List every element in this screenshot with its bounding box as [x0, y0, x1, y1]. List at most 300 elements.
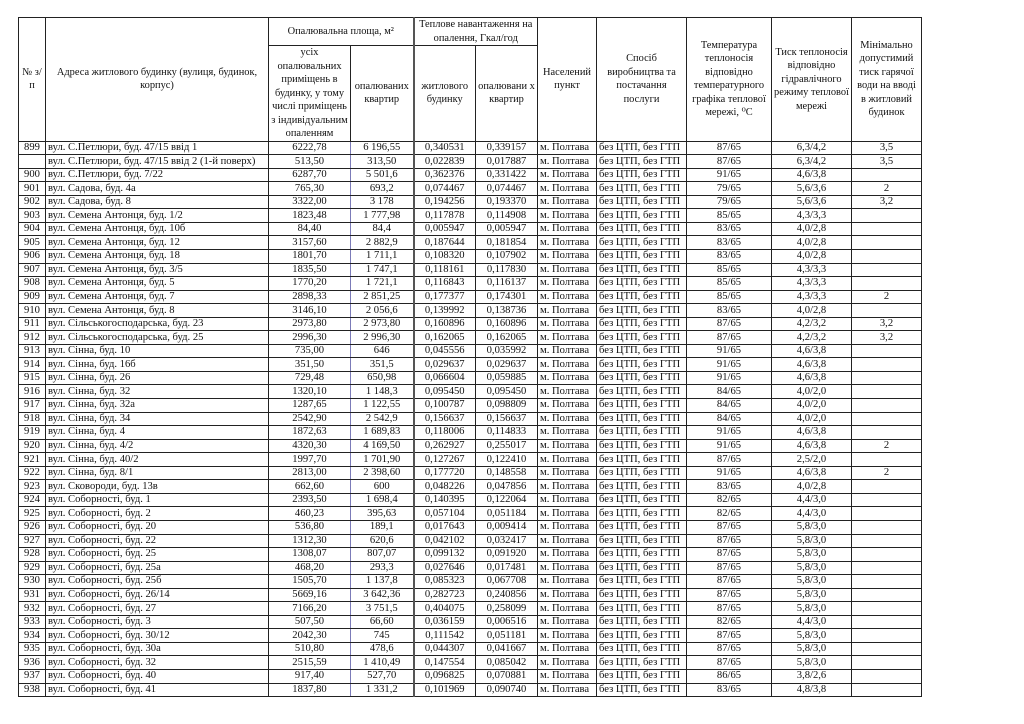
header-temperature: Температура теплоносія відповідно температурного графіка теплової мережі, ⁰С [687, 18, 772, 142]
table-row [19, 534, 922, 548]
header-heated-area-group: Опалювальна площа, м² [269, 18, 414, 46]
table-row [19, 399, 922, 413]
table-row [19, 426, 922, 440]
cell-supply-method: без ЦТП, без ГТП [597, 358, 687, 372]
cell-number: 920 [19, 439, 46, 453]
table-row [19, 520, 922, 534]
cell-number: 925 [19, 507, 46, 521]
cell-area-all: 917,40 [269, 669, 351, 683]
cell-pressure: 5,8/3,0 [772, 548, 852, 562]
cell-supply-method: без ЦТП, без ГТП [597, 250, 687, 264]
cell-pressure: 4,0/2,0 [772, 399, 852, 413]
cell-supply-method: без ЦТП, без ГТП [597, 371, 687, 385]
cell-area-apartments: 2 973,80 [351, 317, 414, 331]
cell-load-apartments: 0,017481 [476, 561, 538, 575]
cell-load-building: 0,140395 [414, 493, 476, 507]
table-row [19, 453, 922, 467]
table-row [19, 155, 922, 169]
cell-min-pressure: 3,2 [852, 195, 922, 209]
cell-area-apartments: 2 056,6 [351, 304, 414, 318]
cell-pressure: 5,6/3,6 [772, 195, 852, 209]
cell-temperature: 87/65 [687, 155, 772, 169]
table-row [19, 588, 922, 602]
cell-city: м. Полтава [538, 493, 597, 507]
cell-supply-method: без ЦТП, без ГТП [597, 656, 687, 670]
cell-min-pressure: 2 [852, 466, 922, 480]
cell-supply-method: без ЦТП, без ГТП [597, 602, 687, 616]
cell-load-building: 0,017643 [414, 520, 476, 534]
cell-number: 928 [19, 548, 46, 562]
cell-load-building: 0,042102 [414, 534, 476, 548]
cell-min-pressure [852, 453, 922, 467]
cell-supply-method: без ЦТП, без ГТП [597, 209, 687, 223]
cell-city: м. Полтава [538, 195, 597, 209]
cell-temperature: 87/65 [687, 141, 772, 155]
cell-address: вул. Соборності, буд. 25б [46, 575, 269, 589]
cell-area-all: 1997,70 [269, 453, 351, 467]
cell-city: м. Полтава [538, 575, 597, 589]
cell-area-apartments: 1 331,2 [351, 683, 414, 697]
cell-supply-method: без ЦТП, без ГТП [597, 534, 687, 548]
cell-city: м. Полтава [538, 344, 597, 358]
cell-load-apartments: 0,193370 [476, 195, 538, 209]
cell-temperature: 84/65 [687, 399, 772, 413]
cell-pressure: 4,6/3,8 [772, 358, 852, 372]
cell-number: 930 [19, 575, 46, 589]
cell-city: м. Полтава [538, 453, 597, 467]
cell-city: м. Полтава [538, 561, 597, 575]
cell-area-apartments: 3 642,36 [351, 588, 414, 602]
cell-number: 923 [19, 480, 46, 494]
table-row [19, 141, 922, 155]
cell-number: 909 [19, 290, 46, 304]
cell-area-all: 6287,70 [269, 168, 351, 182]
cell-load-apartments: 0,009414 [476, 520, 538, 534]
cell-supply-method: без ЦТП, без ГТП [597, 168, 687, 182]
cell-min-pressure [852, 669, 922, 683]
cell-area-all: 3146,10 [269, 304, 351, 318]
cell-load-apartments: 0,114833 [476, 426, 538, 440]
cell-temperature: 86/65 [687, 669, 772, 683]
cell-number: 922 [19, 466, 46, 480]
cell-area-apartments: 2 542,9 [351, 412, 414, 426]
cell-load-building: 0,282723 [414, 588, 476, 602]
cell-load-apartments: 0,032417 [476, 534, 538, 548]
cell-supply-method: без ЦТП, без ГТП [597, 290, 687, 304]
cell-pressure: 4,3/3,3 [772, 263, 852, 277]
cell-supply-method: без ЦТП, без ГТП [597, 412, 687, 426]
cell-area-apartments: 3 751,5 [351, 602, 414, 616]
table-row [19, 358, 922, 372]
cell-pressure: 4,8/3,8 [772, 683, 852, 697]
header-area-all-rooms: усіх опалювальних приміщень в будинку, у тому числі приміщень з індивідуальним опаленням [269, 46, 351, 142]
cell-address: вул. С.Петлюри, буд. 7/22 [46, 168, 269, 182]
cell-area-apartments: 395,63 [351, 507, 414, 521]
cell-address: вул. Семена Антонця, буд. 3/5 [46, 263, 269, 277]
cell-min-pressure [852, 561, 922, 575]
cell-pressure: 4,0/2,8 [772, 480, 852, 494]
cell-supply-method: без ЦТП, без ГТП [597, 195, 687, 209]
cell-min-pressure [852, 277, 922, 291]
heating-data-sheet [18, 17, 922, 697]
cell-city: м. Полтава [538, 439, 597, 453]
cell-area-apartments: 1 701,90 [351, 453, 414, 467]
cell-supply-method: без ЦТП, без ГТП [597, 236, 687, 250]
cell-number: 931 [19, 588, 46, 602]
cell-address: вул. Сінна, буд. 10 [46, 344, 269, 358]
cell-load-apartments: 0,240856 [476, 588, 538, 602]
table-row [19, 548, 922, 562]
cell-supply-method: без ЦТП, без ГТП [597, 222, 687, 236]
cell-load-building: 0,194256 [414, 195, 476, 209]
cell-area-apartments: 313,50 [351, 155, 414, 169]
cell-number: 907 [19, 263, 46, 277]
cell-city: м. Полтава [538, 182, 597, 196]
cell-number: 903 [19, 209, 46, 223]
cell-pressure: 2,5/2,0 [772, 453, 852, 467]
cell-pressure: 6,3/4,2 [772, 141, 852, 155]
cell-number: 932 [19, 602, 46, 616]
cell-supply-method: без ЦТП, без ГТП [597, 155, 687, 169]
cell-city: м. Полтава [538, 669, 597, 683]
cell-city: м. Полтава [538, 399, 597, 413]
cell-temperature: 91/65 [687, 371, 772, 385]
header-heat-load-group: Теплове навантаження на опалення, Гкал/год [414, 18, 538, 46]
cell-min-pressure: 3,5 [852, 155, 922, 169]
cell-area-apartments: 1 721,1 [351, 277, 414, 291]
cell-number: 937 [19, 669, 46, 683]
cell-load-building: 0,118006 [414, 426, 476, 440]
cell-min-pressure [852, 236, 922, 250]
cell-area-all: 1837,80 [269, 683, 351, 697]
cell-temperature: 85/65 [687, 263, 772, 277]
cell-min-pressure [852, 588, 922, 602]
cell-min-pressure: 3,5 [852, 141, 922, 155]
header-pressure: Тиск теплоносія відповідно гідравлічного режиму теплової мережі [772, 18, 852, 142]
cell-address: вул. Семена Антонця, буд. 5 [46, 277, 269, 291]
cell-address: вул. Соборності, буд. 26/14 [46, 588, 269, 602]
cell-pressure: 4,0/2,0 [772, 385, 852, 399]
cell-pressure: 5,8/3,0 [772, 642, 852, 656]
cell-pressure: 4,6/3,8 [772, 439, 852, 453]
cell-area-apartments: 1 410,49 [351, 656, 414, 670]
cell-area-all: 513,50 [269, 155, 351, 169]
cell-area-apartments: 1 777,98 [351, 209, 414, 223]
table-row [19, 683, 922, 697]
cell-number: 902 [19, 195, 46, 209]
cell-city: м. Полтава [538, 426, 597, 440]
cell-area-all: 3157,60 [269, 236, 351, 250]
cell-temperature: 91/65 [687, 439, 772, 453]
cell-load-building: 0,044307 [414, 642, 476, 656]
cell-area-all: 1287,65 [269, 399, 351, 413]
cell-address: вул. Сінна, буд. 32 [46, 385, 269, 399]
cell-load-building: 0,262927 [414, 439, 476, 453]
cell-number: 921 [19, 453, 46, 467]
cell-temperature: 87/65 [687, 453, 772, 467]
cell-number: 938 [19, 683, 46, 697]
cell-supply-method: без ЦТП, без ГТП [597, 317, 687, 331]
cell-pressure: 5,8/3,0 [772, 656, 852, 670]
table-row [19, 182, 922, 196]
cell-city: м. Полтава [538, 588, 597, 602]
cell-area-all: 1823,48 [269, 209, 351, 223]
cell-area-all: 1320,10 [269, 385, 351, 399]
cell-min-pressure: 2 [852, 290, 922, 304]
cell-temperature: 87/65 [687, 520, 772, 534]
cell-supply-method: без ЦТП, без ГТП [597, 615, 687, 629]
cell-min-pressure [852, 344, 922, 358]
cell-number: 904 [19, 222, 46, 236]
cell-load-apartments: 0,029637 [476, 358, 538, 372]
cell-temperature: 83/65 [687, 222, 772, 236]
cell-load-apartments: 0,085042 [476, 656, 538, 670]
cell-pressure: 4,3/3,3 [772, 290, 852, 304]
cell-load-apartments: 0,181854 [476, 236, 538, 250]
cell-load-building: 0,156637 [414, 412, 476, 426]
cell-min-pressure [852, 222, 922, 236]
cell-pressure: 4,4/3,0 [772, 507, 852, 521]
cell-area-apartments: 600 [351, 480, 414, 494]
cell-temperature: 87/65 [687, 575, 772, 589]
cell-min-pressure [852, 493, 922, 507]
cell-temperature: 87/65 [687, 602, 772, 616]
cell-address: вул. Соборності, буд. 32 [46, 656, 269, 670]
cell-city: м. Полтава [538, 209, 597, 223]
cell-area-all: 84,40 [269, 222, 351, 236]
cell-number: 918 [19, 412, 46, 426]
cell-number: 917 [19, 399, 46, 413]
cell-temperature: 85/65 [687, 277, 772, 291]
cell-supply-method: без ЦТП, без ГТП [597, 453, 687, 467]
cell-min-pressure [852, 683, 922, 697]
cell-load-apartments: 0,035992 [476, 344, 538, 358]
cell-area-apartments: 693,2 [351, 182, 414, 196]
cell-pressure: 4,4/3,0 [772, 615, 852, 629]
cell-pressure: 4,6/3,8 [772, 371, 852, 385]
cell-pressure: 4,0/2,0 [772, 412, 852, 426]
cell-load-apartments: 0,067708 [476, 575, 538, 589]
cell-address: вул. Сінна, буд. 4/2 [46, 439, 269, 453]
cell-area-all: 2393,50 [269, 493, 351, 507]
cell-load-apartments: 0,051184 [476, 507, 538, 521]
cell-load-apartments: 0,160896 [476, 317, 538, 331]
cell-city: м. Полтава [538, 331, 597, 345]
cell-address: вул. Соборності, буд. 30а [46, 642, 269, 656]
cell-min-pressure [852, 520, 922, 534]
cell-load-building: 0,177720 [414, 466, 476, 480]
cell-temperature: 91/65 [687, 344, 772, 358]
cell-load-building: 0,057104 [414, 507, 476, 521]
cell-temperature: 82/65 [687, 493, 772, 507]
cell-area-all: 1801,70 [269, 250, 351, 264]
cell-supply-method: без ЦТП, без ГТП [597, 439, 687, 453]
cell-supply-method: без ЦТП, без ГТП [597, 588, 687, 602]
cell-address: вул. Сінна, буд. 8/1 [46, 466, 269, 480]
cell-temperature: 87/65 [687, 629, 772, 643]
cell-supply-method: без ЦТП, без ГТП [597, 507, 687, 521]
cell-area-all: 1505,70 [269, 575, 351, 589]
cell-min-pressure [852, 480, 922, 494]
cell-area-all: 6222,78 [269, 141, 351, 155]
cell-address: вул. Сільськогосподарська, буд. 23 [46, 317, 269, 331]
cell-address: вул. Соборності, буд. 25 [46, 548, 269, 562]
table-row [19, 304, 922, 318]
cell-pressure: 4,2/3,2 [772, 317, 852, 331]
cell-supply-method: без ЦТП, без ГТП [597, 642, 687, 656]
cell-supply-method: без ЦТП, без ГТП [597, 548, 687, 562]
cell-temperature: 83/65 [687, 236, 772, 250]
cell-city: м. Полтава [538, 534, 597, 548]
table-row [19, 344, 922, 358]
table-row [19, 507, 922, 521]
cell-load-apartments: 0,255017 [476, 439, 538, 453]
cell-load-building: 0,108320 [414, 250, 476, 264]
cell-load-building: 0,116843 [414, 277, 476, 291]
cell-area-all: 507,50 [269, 615, 351, 629]
cell-address: вул. Сінна, буд. 34 [46, 412, 269, 426]
cell-load-apartments: 0,098809 [476, 399, 538, 413]
cell-address: вул. Семена Антонця, буд. 1/2 [46, 209, 269, 223]
cell-supply-method: без ЦТП, без ГТП [597, 399, 687, 413]
cell-area-all: 1872,63 [269, 426, 351, 440]
cell-min-pressure [852, 615, 922, 629]
cell-city: м. Полтава [538, 466, 597, 480]
cell-address: вул. Сінна, буд. 32а [46, 399, 269, 413]
cell-area-all: 729,48 [269, 371, 351, 385]
cell-area-all: 2542,90 [269, 412, 351, 426]
cell-city: м. Полтава [538, 168, 597, 182]
cell-number: 935 [19, 642, 46, 656]
cell-address: вул. С.Петлюри, буд. 47/15 ввід 2 (1-й поверх) [46, 155, 269, 169]
cell-load-apartments: 0,017887 [476, 155, 538, 169]
cell-load-building: 0,074467 [414, 182, 476, 196]
cell-load-apartments: 0,090740 [476, 683, 538, 697]
cell-pressure: 4,3/3,3 [772, 209, 852, 223]
cell-city: м. Полтава [538, 629, 597, 643]
cell-city: м. Полтава [538, 141, 597, 155]
cell-number: 912 [19, 331, 46, 345]
cell-area-all: 1770,20 [269, 277, 351, 291]
cell-number: 906 [19, 250, 46, 264]
cell-min-pressure [852, 263, 922, 277]
cell-supply-method: без ЦТП, без ГТП [597, 344, 687, 358]
cell-area-apartments: 807,07 [351, 548, 414, 562]
cell-temperature: 82/65 [687, 507, 772, 521]
table-row [19, 493, 922, 507]
cell-load-apartments: 0,117830 [476, 263, 538, 277]
cell-temperature: 83/65 [687, 480, 772, 494]
cell-supply-method: без ЦТП, без ГТП [597, 493, 687, 507]
cell-address: вул. Сінна, буд. 4 [46, 426, 269, 440]
cell-load-building: 0,362376 [414, 168, 476, 182]
cell-pressure: 5,8/3,0 [772, 561, 852, 575]
cell-address: вул. Садова, буд. 8 [46, 195, 269, 209]
cell-area-all: 1308,07 [269, 548, 351, 562]
cell-area-apartments: 5 501,6 [351, 168, 414, 182]
cell-load-apartments: 0,331422 [476, 168, 538, 182]
cell-pressure: 4,0/2,8 [772, 304, 852, 318]
cell-number: 915 [19, 371, 46, 385]
cell-load-building: 0,048226 [414, 480, 476, 494]
buildings-heating-table [18, 17, 922, 697]
cell-pressure: 4,6/3,8 [772, 426, 852, 440]
cell-city: м. Полтава [538, 304, 597, 318]
cell-load-building: 0,005947 [414, 222, 476, 236]
cell-temperature: 87/65 [687, 317, 772, 331]
cell-pressure: 4,2/3,2 [772, 331, 852, 345]
cell-area-apartments: 6 196,55 [351, 141, 414, 155]
cell-min-pressure [852, 575, 922, 589]
cell-area-all: 2515,59 [269, 656, 351, 670]
cell-min-pressure [852, 507, 922, 521]
cell-area-all: 7166,20 [269, 602, 351, 616]
cell-number: 929 [19, 561, 46, 575]
table-row [19, 236, 922, 250]
table-row [19, 277, 922, 291]
cell-pressure: 5,8/3,0 [772, 575, 852, 589]
table-row [19, 480, 922, 494]
cell-temperature: 87/65 [687, 642, 772, 656]
cell-load-apartments: 0,047856 [476, 480, 538, 494]
cell-load-building: 0,117878 [414, 209, 476, 223]
cell-load-building: 0,045556 [414, 344, 476, 358]
cell-address: вул. Соборності, буд. 41 [46, 683, 269, 697]
cell-area-all: 735,00 [269, 344, 351, 358]
cell-min-pressure: 3,2 [852, 331, 922, 345]
table-row [19, 615, 922, 629]
cell-load-building: 0,404075 [414, 602, 476, 616]
table-row [19, 385, 922, 399]
cell-pressure: 4,4/3,0 [772, 493, 852, 507]
cell-city: м. Полтава [538, 385, 597, 399]
table-row [19, 656, 922, 670]
cell-area-apartments: 1 747,1 [351, 263, 414, 277]
cell-city: м. Полтава [538, 236, 597, 250]
table-row [19, 371, 922, 385]
cell-load-apartments: 0,258099 [476, 602, 538, 616]
cell-temperature: 87/65 [687, 534, 772, 548]
header-address: Адреса житлового будинку (вулиця, будинок, корпус) [46, 18, 269, 142]
cell-number: 908 [19, 277, 46, 291]
cell-number: 911 [19, 317, 46, 331]
cell-temperature: 83/65 [687, 683, 772, 697]
header-load-building: житлового будинку [414, 46, 476, 142]
cell-min-pressure [852, 426, 922, 440]
cell-address: вул. Соборності, буд. 1 [46, 493, 269, 507]
cell-address: вул. Сільськогосподарська, буд. 25 [46, 331, 269, 345]
cell-load-apartments: 0,339157 [476, 141, 538, 155]
cell-load-building: 0,029637 [414, 358, 476, 372]
cell-number: 936 [19, 656, 46, 670]
cell-min-pressure [852, 412, 922, 426]
cell-pressure: 5,8/3,0 [772, 602, 852, 616]
cell-load-apartments: 0,091920 [476, 548, 538, 562]
cell-area-apartments: 1 689,83 [351, 426, 414, 440]
cell-supply-method: без ЦТП, без ГТП [597, 561, 687, 575]
table-header [19, 18, 922, 142]
header-area-apartments: опалюваних квартир [351, 46, 414, 142]
cell-number: 901 [19, 182, 46, 196]
cell-area-apartments: 620,6 [351, 534, 414, 548]
cell-temperature: 87/65 [687, 561, 772, 575]
table-body [19, 141, 922, 696]
cell-city: м. Полтава [538, 250, 597, 264]
cell-area-all: 5669,16 [269, 588, 351, 602]
cell-temperature: 79/65 [687, 182, 772, 196]
cell-city: м. Полтава [538, 290, 597, 304]
cell-number: 914 [19, 358, 46, 372]
